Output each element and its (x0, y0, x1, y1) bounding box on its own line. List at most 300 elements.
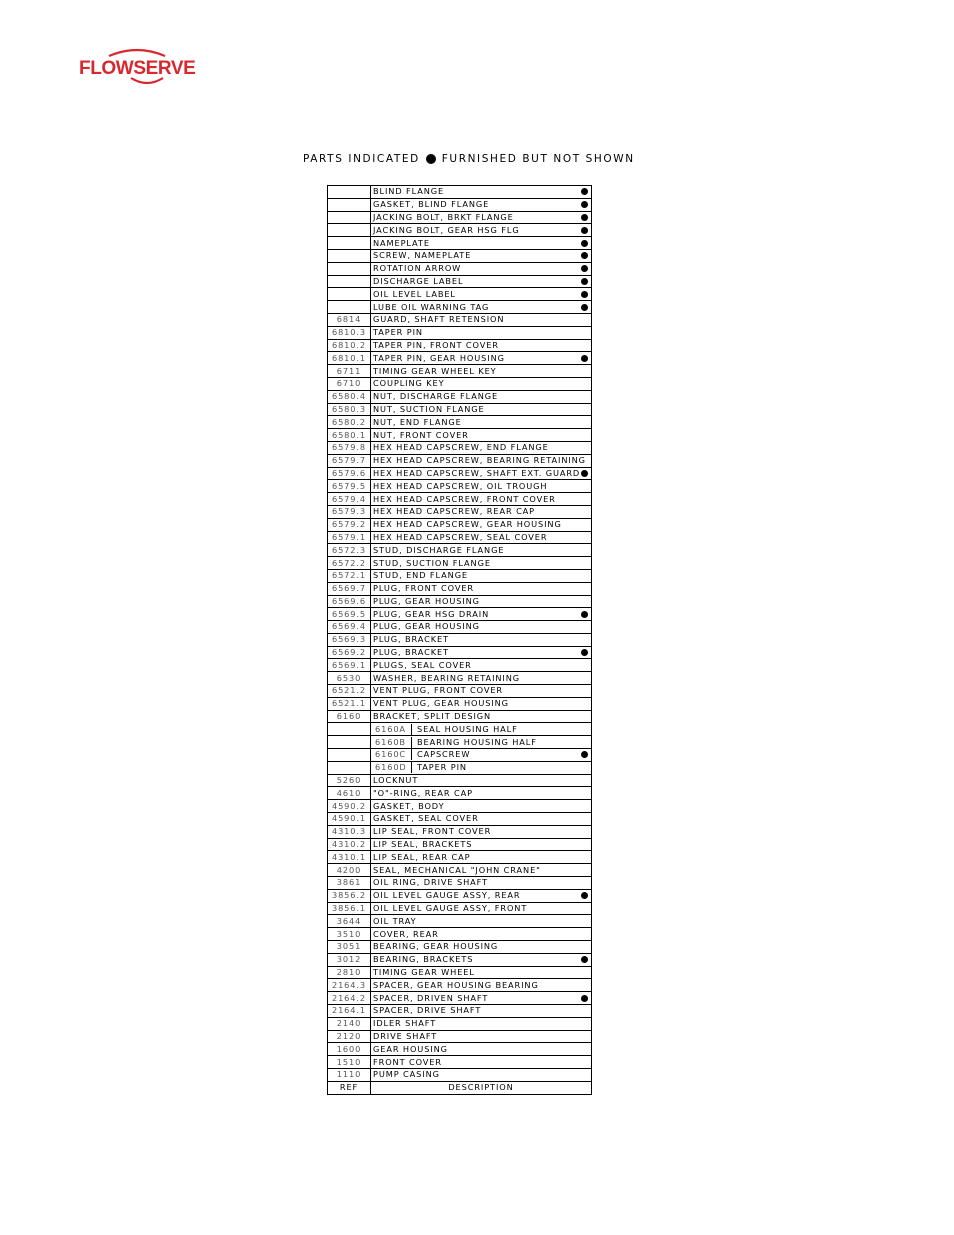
table-row (328, 518, 592, 531)
table-row (328, 838, 592, 851)
part-description: PLUG, GEAR HSG DRAIN (373, 608, 490, 619)
table-row (328, 429, 592, 442)
part-description: TIMING GEAR WHEEL KEY (373, 365, 497, 376)
part-description: PLUG, BRACKET (373, 634, 450, 645)
part-description-cell (371, 186, 592, 199)
part-description: TAPER PIN, FRONT COVER (373, 339, 499, 350)
part-description-cell (371, 825, 592, 838)
part-ref (328, 198, 371, 211)
part-ref (328, 301, 371, 314)
furnished-bullet-icon (581, 751, 588, 758)
table-row (328, 710, 592, 723)
legend-text-after: FURNISHED BUT NOT SHOWN (441, 153, 635, 165)
table-row (328, 825, 592, 838)
part-description: OIL LEVEL GAUGE ASSY, FRONT (373, 903, 528, 914)
sub-part-ref: 6160B (373, 737, 412, 748)
part-description: ROTATION ARROW (373, 263, 462, 274)
part-description-cell (371, 1043, 592, 1056)
part-description-cell (371, 1005, 592, 1018)
part-description-cell (371, 1068, 592, 1081)
table-row (328, 326, 592, 339)
table-row (328, 301, 592, 314)
part-ref (328, 186, 371, 199)
furnished-bullet-icon (581, 227, 588, 234)
bullet-icon (426, 154, 436, 164)
furnished-bullet-icon (581, 355, 588, 362)
part-description: VENT PLUG, FRONT COVER (373, 685, 503, 696)
table-row (328, 262, 592, 275)
table-row (328, 198, 592, 211)
part-ref: 4200 (328, 864, 371, 877)
part-description-cell (371, 454, 592, 467)
part-description: PLUG, FRONT COVER (373, 583, 474, 594)
part-description: BEARING, BRACKETS (373, 954, 474, 965)
part-ref: 6160 (328, 710, 371, 723)
part-description-cell (371, 493, 592, 506)
part-description-cell (371, 633, 592, 646)
table-row (328, 505, 592, 518)
furnished-bullet-icon (581, 649, 588, 656)
part-ref: 3012 (328, 953, 371, 966)
table-row (328, 1030, 592, 1043)
part-description-cell (371, 569, 592, 582)
furnished-bullet-icon (581, 291, 588, 298)
part-description-cell (371, 838, 592, 851)
part-description: HEX HEAD CAPSCREW, GEAR HOUSING (373, 519, 562, 530)
part-ref: 3856.2 (328, 889, 371, 902)
part-description: SPACER, DRIVE SHAFT (373, 1005, 482, 1016)
part-ref (328, 224, 371, 237)
furnished-bullet-icon (581, 252, 588, 259)
part-description: LIP SEAL, FRONT COVER (373, 826, 492, 837)
table-row (328, 646, 592, 659)
part-ref: 3856.1 (328, 902, 371, 915)
legend-note (303, 150, 635, 168)
table-row (328, 787, 592, 800)
part-description: BEARING, GEAR HOUSING (373, 941, 499, 952)
part-description: STUD, END FLANGE (373, 570, 469, 581)
table-row (328, 1043, 592, 1056)
table-row (328, 1017, 592, 1030)
part-description-cell (371, 787, 592, 800)
part-description-cell (371, 403, 592, 416)
part-description-cell (371, 749, 592, 762)
part-description-cell (371, 211, 592, 224)
part-description: JACKING BOLT, BRKT FLANGE (373, 211, 514, 222)
table-row (328, 749, 592, 762)
table-row (328, 928, 592, 941)
flowserve-logo (79, 44, 199, 90)
part-description: SEAL, MECHANICAL "JOHN CRANE" (373, 864, 541, 875)
furnished-bullet-icon (581, 470, 588, 477)
table-row (328, 672, 592, 685)
logo-wordmark: FLOWSERVE (79, 58, 196, 79)
part-ref: 6810.3 (328, 326, 371, 339)
part-description-cell (371, 557, 592, 570)
furnished-bullet-icon (581, 214, 588, 221)
table-row (328, 531, 592, 544)
table-row (328, 685, 592, 698)
part-description: PLUG, GEAR HOUSING (373, 621, 480, 632)
sub-part-ref: 6160D (373, 762, 412, 773)
part-description-cell (371, 480, 592, 493)
furnished-bullet-icon (581, 265, 588, 272)
part-description-cell (371, 262, 592, 275)
part-description: NUT, SUCTION FLANGE (373, 403, 485, 414)
part-description-cell (371, 582, 592, 595)
part-description-cell (371, 710, 592, 723)
part-description: PUMP CASING (373, 1069, 440, 1080)
table-row (328, 544, 592, 557)
part-ref: 6580.1 (328, 429, 371, 442)
part-ref (328, 723, 371, 736)
part-ref: 6569.3 (328, 633, 371, 646)
part-ref: 6572.3 (328, 544, 371, 557)
table-row (328, 249, 592, 262)
part-ref (328, 249, 371, 262)
part-ref (328, 288, 371, 301)
table-row (328, 224, 592, 237)
part-ref (328, 275, 371, 288)
furnished-bullet-icon (581, 304, 588, 311)
table-row (328, 877, 592, 890)
table-row (328, 723, 592, 736)
part-description-cell (371, 249, 592, 262)
table-row (328, 467, 592, 480)
part-description-cell (371, 608, 592, 621)
part-description: TAPER PIN (417, 762, 467, 773)
part-description: LOCKNUT (373, 775, 419, 786)
part-description: OIL LEVEL LABEL (373, 288, 456, 299)
part-description-cell (371, 377, 592, 390)
part-ref: 2810 (328, 966, 371, 979)
part-description: TAPER PIN, GEAR HOUSING (373, 352, 505, 363)
part-description-cell (371, 979, 592, 992)
table-row (328, 813, 592, 826)
part-description-cell (371, 595, 592, 608)
part-description: GASKET, BODY (373, 800, 445, 811)
table-row (328, 557, 592, 570)
part-ref: 6569.5 (328, 608, 371, 621)
part-description-cell (371, 813, 592, 826)
table-row (328, 621, 592, 634)
part-ref: 3644 (328, 915, 371, 928)
part-description: TAPER PIN (373, 327, 423, 338)
table-row (328, 800, 592, 813)
table-row (328, 659, 592, 672)
part-description-cell (371, 902, 592, 915)
part-description: OIL LEVEL GAUGE ASSY, REAR (373, 890, 521, 901)
part-description: HEX HEAD CAPSCREW, SEAL COVER (373, 531, 548, 542)
table-row (328, 966, 592, 979)
part-description: OIL TRAY (373, 915, 417, 926)
table-row (328, 1056, 592, 1069)
part-ref: 6579.2 (328, 518, 371, 531)
table-row (328, 352, 592, 365)
part-ref (328, 237, 371, 250)
part-ref: 6521.1 (328, 697, 371, 710)
part-ref: 4310.2 (328, 838, 371, 851)
part-ref: 1600 (328, 1043, 371, 1056)
part-description: SPACER, DRIVEN SHAFT (373, 992, 489, 1003)
part-ref: 3510 (328, 928, 371, 941)
part-description: COUPLING KEY (373, 378, 445, 389)
part-ref: 6579.8 (328, 441, 371, 454)
part-description-cell (371, 237, 592, 250)
part-description-cell (371, 672, 592, 685)
part-ref: 6580.3 (328, 403, 371, 416)
part-ref: 6579.6 (328, 467, 371, 480)
part-description-cell (371, 339, 592, 352)
part-ref: 2140 (328, 1017, 371, 1030)
table-row (328, 390, 592, 403)
part-description: NUT, DISCHARGE FLANGE (373, 391, 499, 402)
part-ref: 2164.2 (328, 992, 371, 1005)
part-description-cell (371, 800, 592, 813)
part-description: GEAR HOUSING (373, 1043, 448, 1054)
part-ref: 1110 (328, 1068, 371, 1081)
part-ref: 6569.6 (328, 595, 371, 608)
table-row (328, 864, 592, 877)
table-row (328, 339, 592, 352)
table-row (328, 633, 592, 646)
part-ref: 6569.4 (328, 621, 371, 634)
part-description: HEX HEAD CAPSCREW, BEARING RETAINING (373, 455, 586, 466)
part-ref: 4590.1 (328, 813, 371, 826)
part-ref (328, 262, 371, 275)
part-ref: 6711 (328, 365, 371, 378)
part-description-cell (371, 1017, 592, 1030)
part-ref: 1510 (328, 1056, 371, 1069)
part-ref: 6572.1 (328, 569, 371, 582)
furnished-bullet-icon (581, 278, 588, 285)
sub-part-ref: 6160C (373, 749, 412, 760)
part-description: STUD, SUCTION FLANGE (373, 557, 491, 568)
table-row (328, 275, 592, 288)
part-ref: 6580.4 (328, 390, 371, 403)
table-row (328, 902, 592, 915)
table-row (328, 569, 592, 582)
part-ref (328, 749, 371, 762)
table-row (328, 889, 592, 902)
part-description: LIP SEAL, BRACKETS (373, 839, 473, 850)
part-ref: 5260 (328, 774, 371, 787)
part-ref: 6579.4 (328, 493, 371, 506)
part-description: VENT PLUG, GEAR HOUSING (373, 698, 509, 709)
part-description: HEX HEAD CAPSCREW, REAR CAP (373, 506, 536, 517)
part-ref: 3051 (328, 941, 371, 954)
table-row (328, 403, 592, 416)
part-description-cell (371, 365, 592, 378)
part-ref: 6569.1 (328, 659, 371, 672)
part-description-cell (371, 723, 592, 736)
part-ref (328, 761, 371, 774)
part-description: IDLER SHAFT (373, 1018, 437, 1029)
part-description: GASKET, BLIND FLANGE (373, 199, 490, 210)
part-description: OIL RING, DRIVE SHAFT (373, 877, 489, 888)
part-ref: 6810.2 (328, 339, 371, 352)
part-description: "O"-RING, REAR CAP (373, 787, 473, 798)
part-description-cell (371, 352, 592, 365)
part-description: WASHER, BEARING RETAINING (373, 672, 520, 683)
table-row (328, 441, 592, 454)
table-row (328, 377, 592, 390)
part-ref: 4590.2 (328, 800, 371, 813)
part-description: NUT, END FLANGE (373, 416, 462, 427)
part-ref: 6569.7 (328, 582, 371, 595)
part-description-cell (371, 429, 592, 442)
part-description-cell (371, 518, 592, 531)
part-ref (328, 736, 371, 749)
table-row (328, 416, 592, 429)
furnished-bullet-icon (581, 188, 588, 195)
part-ref: 2120 (328, 1030, 371, 1043)
part-description-cell (371, 736, 592, 749)
part-description: SPACER, GEAR HOUSING BEARING (373, 979, 539, 990)
description-column-header: DESCRIPTION (371, 1081, 592, 1094)
table-row (328, 915, 592, 928)
part-description: HEX HEAD CAPSCREW, FRONT COVER (373, 493, 556, 504)
part-description: HEX HEAD CAPSCREW, END FLANGE (373, 442, 549, 453)
part-ref: 6710 (328, 377, 371, 390)
part-ref (328, 211, 371, 224)
table-row (328, 761, 592, 774)
part-ref: 6579.5 (328, 480, 371, 493)
part-description-cell (371, 761, 592, 774)
part-description: DISCHARGE LABEL (373, 275, 464, 286)
part-description-cell (371, 1030, 592, 1043)
table-row (328, 1005, 592, 1018)
part-description-cell (371, 941, 592, 954)
part-ref: 6569.2 (328, 646, 371, 659)
part-description-cell (371, 646, 592, 659)
part-ref: 6579.1 (328, 531, 371, 544)
part-description-cell (371, 851, 592, 864)
part-description: FRONT COVER (373, 1056, 442, 1067)
part-description-cell (371, 544, 592, 557)
part-description-cell (371, 889, 592, 902)
table-row (328, 454, 592, 467)
part-description: NAMEPLATE (373, 237, 430, 248)
parts-list-body (328, 186, 592, 1082)
part-description: CAPSCREW (417, 749, 471, 760)
sub-part-ref: 6160A (373, 724, 412, 735)
part-description-cell (371, 621, 592, 634)
part-ref: 2164.3 (328, 979, 371, 992)
table-row (328, 365, 592, 378)
part-description-cell (371, 877, 592, 890)
part-description: NUT, FRONT COVER (373, 429, 469, 440)
part-description-cell (371, 659, 592, 672)
table-row (328, 493, 592, 506)
part-ref: 6810.1 (328, 352, 371, 365)
part-ref: 6580.2 (328, 416, 371, 429)
part-ref: 6579.7 (328, 454, 371, 467)
part-description-cell (371, 390, 592, 403)
ref-column-header: REF (328, 1081, 371, 1094)
part-description: HEX HEAD CAPSCREW, OIL TROUGH (373, 480, 548, 491)
part-description-cell (371, 467, 592, 480)
part-description-cell (371, 313, 592, 326)
table-row (328, 992, 592, 1005)
part-description: COVER, REAR (373, 928, 439, 939)
part-description-cell (371, 953, 592, 966)
table-row (328, 608, 592, 621)
table-row (328, 480, 592, 493)
part-ref: 4310.3 (328, 825, 371, 838)
part-ref: 6572.2 (328, 557, 371, 570)
table-row (328, 595, 592, 608)
part-description-cell (371, 531, 592, 544)
part-description: JACKING BOLT, GEAR HSG FLG (373, 224, 520, 235)
part-description-cell (371, 1056, 592, 1069)
part-description-cell (371, 774, 592, 787)
table-row (328, 211, 592, 224)
part-description-cell (371, 326, 592, 339)
part-description-cell (371, 928, 592, 941)
furnished-bullet-icon (581, 995, 588, 1002)
table-row (328, 582, 592, 595)
furnished-bullet-icon (581, 201, 588, 208)
part-description-cell (371, 301, 592, 314)
part-description-cell (371, 864, 592, 877)
table-row (328, 774, 592, 787)
part-description: TIMING GEAR WHEEL (373, 967, 475, 977)
furnished-bullet-icon (581, 956, 588, 963)
part-description-cell (371, 505, 592, 518)
part-description: STUD, DISCHARGE FLANGE (373, 544, 505, 555)
part-description-cell (371, 288, 592, 301)
furnished-bullet-icon (581, 240, 588, 247)
part-description: PLUG, BRACKET (373, 647, 450, 658)
part-description: BLIND FLANGE (373, 186, 445, 197)
table-row (328, 736, 592, 749)
parts-list-table (327, 185, 592, 1095)
part-description-cell (371, 198, 592, 211)
part-description: PLUG, GEAR HOUSING (373, 595, 480, 606)
part-ref: 4610 (328, 787, 371, 800)
part-description: BEARING HOUSING HALF (417, 736, 537, 747)
part-description: GUARD, SHAFT RETENSION (373, 314, 505, 325)
table-header-row (328, 1081, 592, 1094)
table-row (328, 313, 592, 326)
table-row (328, 941, 592, 954)
part-description-cell (371, 224, 592, 237)
legend-text-before: PARTS INDICATED (303, 153, 420, 165)
part-description-cell (371, 275, 592, 288)
part-description-cell (371, 685, 592, 698)
part-description: PLUGS, SEAL COVER (373, 659, 472, 670)
table-row (328, 186, 592, 199)
part-description-cell (371, 697, 592, 710)
part-description: SCREW, NAMEPLATE (373, 250, 472, 261)
furnished-bullet-icon (581, 892, 588, 899)
part-description: LUBE OIL WARNING TAG (373, 301, 490, 312)
table-row (328, 851, 592, 864)
table-row (328, 953, 592, 966)
table-row (328, 979, 592, 992)
part-ref: 6530 (328, 672, 371, 685)
table-row (328, 1068, 592, 1081)
part-description-cell (371, 992, 592, 1005)
part-ref: 4310.1 (328, 851, 371, 864)
table-row (328, 237, 592, 250)
part-ref: 2164.1 (328, 1005, 371, 1018)
part-description-cell (371, 416, 592, 429)
part-description: BRACKET, SPLIT DESIGN (373, 711, 492, 722)
part-description: LIP SEAL, REAR CAP (373, 851, 471, 862)
part-description-cell (371, 966, 592, 979)
